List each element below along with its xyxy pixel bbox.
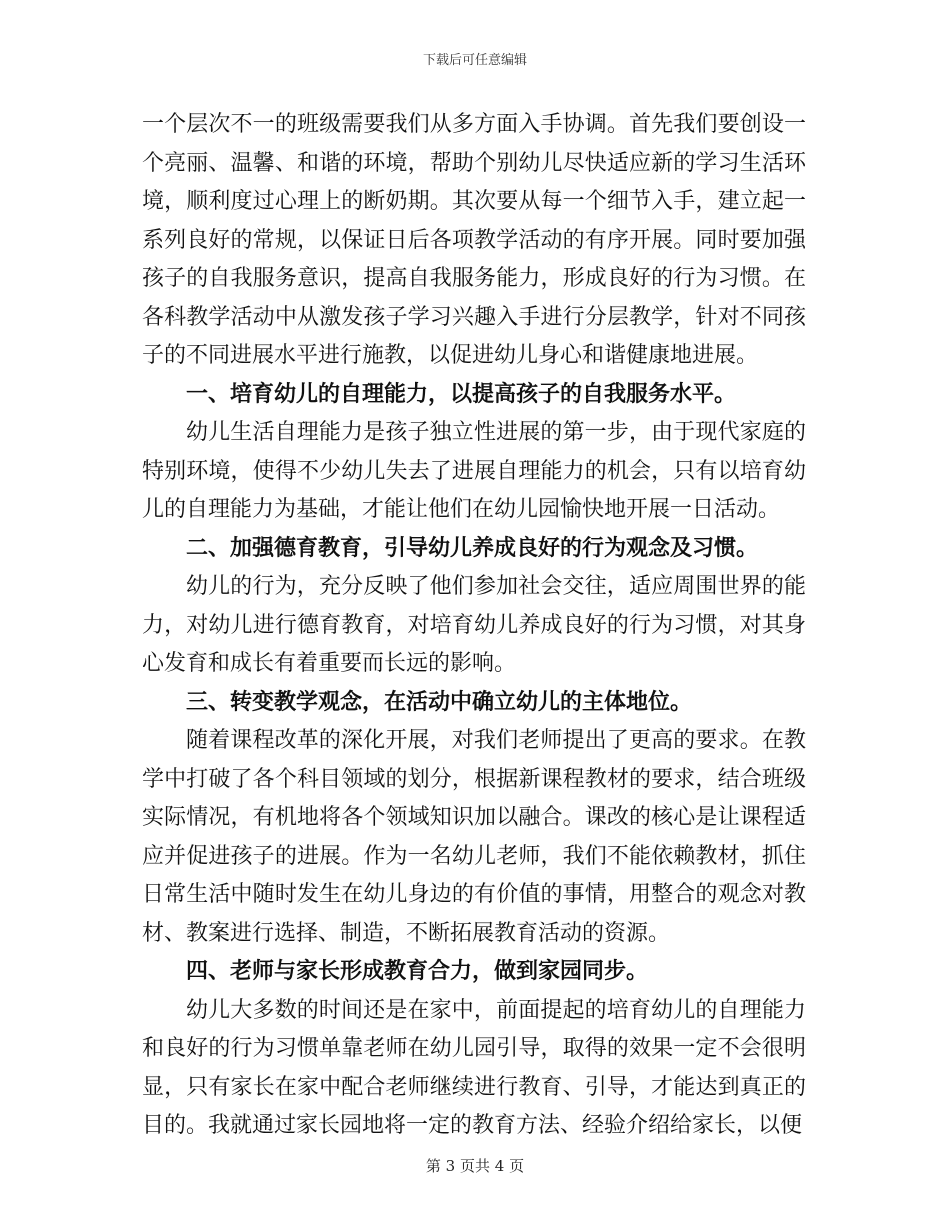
section-heading-3: 三、转变教学观念，在活动中确立幼儿的主体地位。 xyxy=(186,689,693,715)
page-footer: 第 3 页共 4 页 xyxy=(425,1157,525,1175)
paragraph-intro: 一个层次不一的班级需要我们从多方面入手协调。首先我们要创设一个亮丽、温馨、和谐的环境，帮助个别幼儿尽快适应新的学习生活环境，顺利度过心理上的断奶期。其次要从每一个细节入手，建立起一系列良好的常规，以保证日后各项教学活动的有序开展。同时要加强孩子的自我服务意识，提高自我服务能力，形成良好的行为习惯。在各科教学活动中从激发孩子学习兴趣入手进行分层教学，针对不同孩子的不同进展水平进行施教，以促进幼儿身心和谐健康地进展。 xyxy=(142,112,806,368)
paragraph-section-2: 幼儿的行为，充分反映了他们参加社会交往，适应周围世界的能力，对幼儿进行德育教育，对培育幼儿养成良好的行为习惯，对其身心发育和成长有着重要而长远的影响。 xyxy=(142,574,806,676)
paragraph-section-4: 幼儿大多数的时间还是在家中，前面提起的培育幼儿的自理能力和良好的行为习惯单靠老师在幼儿园引导，取得的效果一定不会很明显，只有家长在家中配合老师继续进行教育、引导，才能达到真正的目的。我就通过家长园地将一定的教育方法、经验介绍给家长，以便 xyxy=(142,997,806,1138)
section-heading-2: 二、加强德育教育，引导幼儿养成良好的行为观念及习惯。 xyxy=(186,535,759,561)
section-heading-1: 一、培育幼儿的自理能力，以提高孩子的自我服务水平。 xyxy=(186,381,737,407)
page-header: 下载后可任意编辑 xyxy=(422,53,527,68)
paragraph-section-3: 随着课程改革的深化开展，对我们老师提出了更高的要求。在教学中打破了各个科目领域的划分，根据新课程教材的要求，结合班级实际情况，有机地将各个领域知识加以融合。课改的核心是让课程适应并促进孩子的进展。作为一名幼儿老师，我们不能依赖教材，抓住日常生活中随时发生在幼儿身边的有价值的事情，用整合的观念对教材、教案进行选择、制造，不断拓展教育活动的资源。 xyxy=(142,728,806,946)
section-heading-4: 四、老师与家长形成教育合力，做到家园同步。 xyxy=(186,959,649,984)
paragraph-section-1: 幼儿生活自理能力是孩子独立性进展的第一步，由于现代家庭的特别环境，使得不少幼儿失去了进展自理能力的机会，只有以培育幼儿的自理能力为基础，才能让他们在幼儿园愉快地开展一日活动。 xyxy=(142,420,806,522)
document-body xyxy=(142,106,806,1146)
